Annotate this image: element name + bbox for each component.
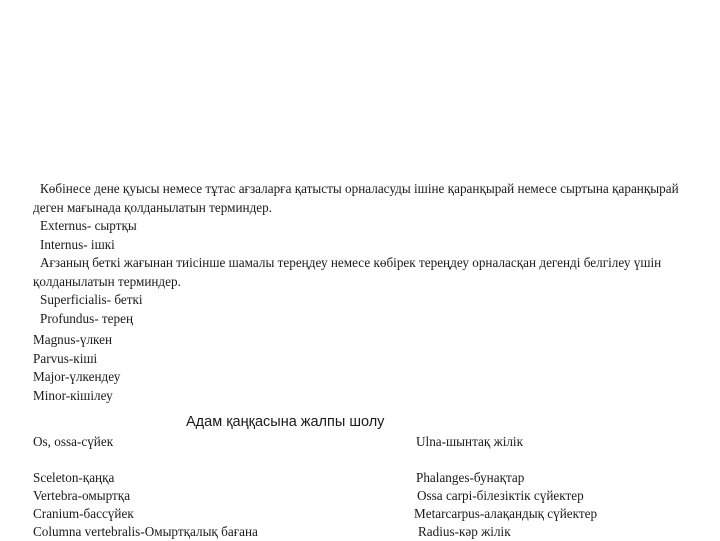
- spacer: [414, 451, 597, 469]
- intro-paragraph-2: Ағзаның беткі жағынан тиісінше шамалы тереңдеу немесе көбірек тереңдеу орналасқан дегенді белгілеу үшін қолданылатын терминдер.: [33, 255, 662, 289]
- term-metacarpus: Metarcarpus-алақандық сүйектер: [414, 506, 598, 521]
- term-externus: Externus- сыртқы: [40, 218, 137, 233]
- spacer: [33, 451, 258, 469]
- term-ulna: Ulna-шынтақ жілік: [416, 434, 524, 449]
- term-cranium: Cranium-бассүйек: [33, 506, 134, 521]
- left-term-column: [33, 433, 258, 541]
- intro-paragraph-1: Көбінесе дене қуысы немесе тұтас ағзаларға қатысты орналасуды ішіне қаранқырай немесе сыртына қаранқырай деген мағынада қолданылатын терминдер.: [33, 181, 679, 215]
- term-superficialis: Superficialis- беткі: [40, 292, 143, 307]
- term-phalanges: Phalanges-бунақтар: [416, 470, 525, 485]
- term-minor: Minor-кішілеу: [33, 387, 113, 403]
- term-profundus: Profundus- терең: [40, 310, 134, 326]
- term-magnus: Magnus-үлкен: [33, 332, 113, 347]
- term-vertebra: Vertebra-омыртқа: [33, 488, 131, 503]
- right-term-column: [414, 433, 597, 541]
- section-heading: Адам қаңқасына жалпы шолу: [186, 414, 385, 430]
- term-ossa-carpi: Ossa carpi-білезіктік сүйектер: [417, 488, 584, 503]
- term-os: Os, ossa-сүйек: [33, 434, 114, 449]
- intro-block: [33, 180, 693, 328]
- term-columna-vertebralis: Columna vertebralis-Омыртқалық бағана: [33, 524, 258, 539]
- term-parvus: Parvus-кіші: [33, 350, 98, 366]
- term-major: Major-үлкендеу: [33, 369, 121, 384]
- term-radius: Radius-кәр жілік: [418, 524, 511, 539]
- size-terms: [33, 331, 120, 405]
- term-internus: Internus- ішкі: [40, 236, 115, 252]
- term-sceleton: Sceleton-қаңқа: [33, 470, 115, 485]
